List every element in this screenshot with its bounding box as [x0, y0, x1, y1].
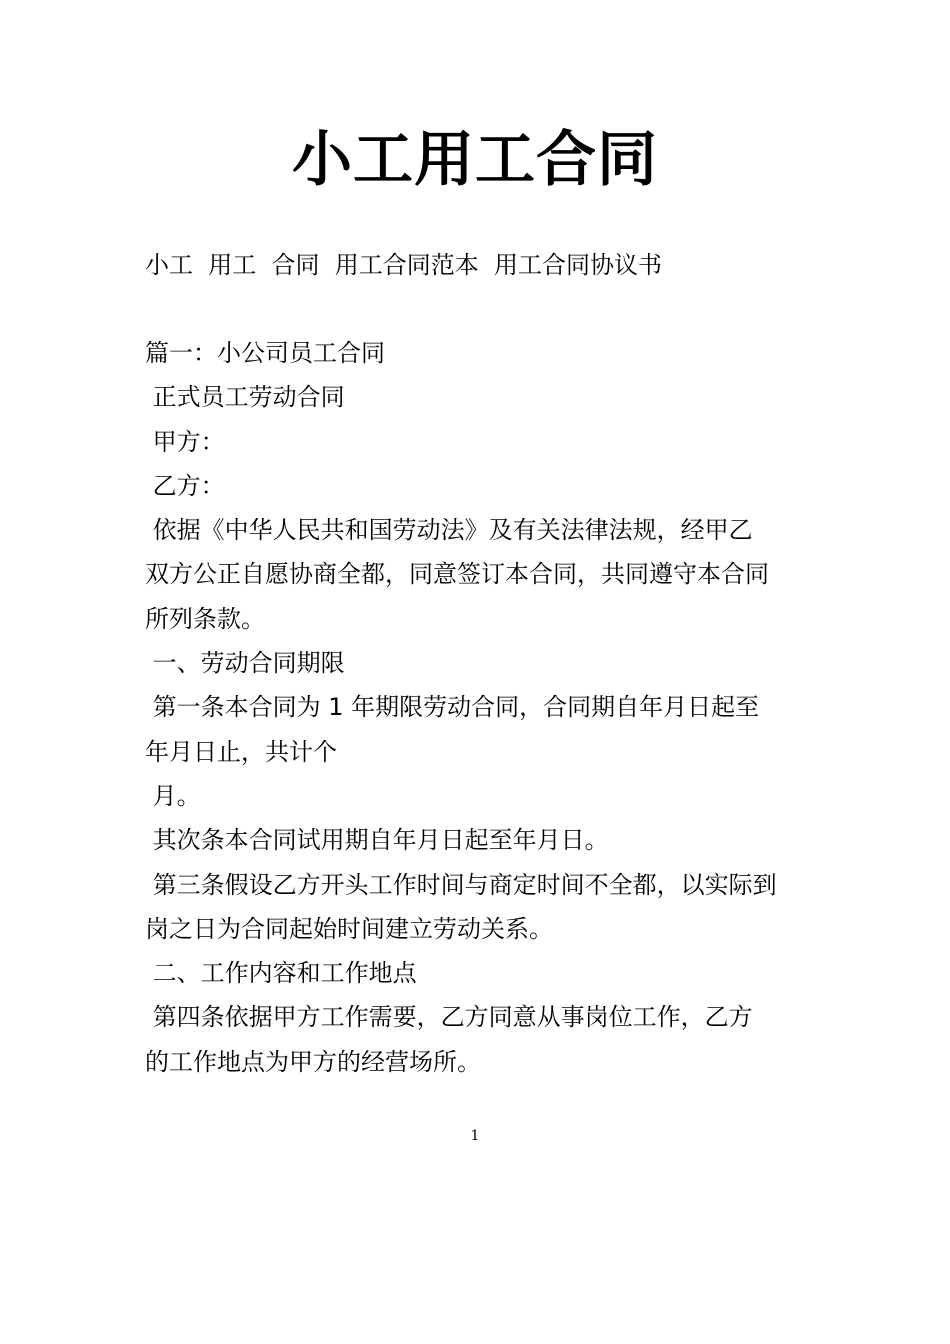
- body-line: 其次条本合同试用期自年月日起至年月日。: [145, 826, 609, 855]
- body-line: 所列条款。: [145, 604, 265, 633]
- body-line: 乙方：: [145, 471, 225, 500]
- section-heading: 一、劳动合同期限: [145, 649, 345, 678]
- contract-body: [145, 336, 815, 1089]
- body-line: 双方公正自愿协商全都，同意签订本合同，共同遵守本合同: [145, 560, 769, 589]
- body-line: 第一条本合同为 1 年期限劳动合同，合同期自年月日起至: [145, 693, 760, 722]
- body-line: 篇一：小公司员工合同: [145, 339, 385, 367]
- document-title: 小工用工合同: [292, 125, 658, 195]
- body-line: 岗之日为合同起始时间建立劳动关系。: [145, 914, 553, 943]
- body-line: 正式员工劳动合同: [145, 383, 345, 412]
- body-line: 第三条假设乙方开头工作时间与商定时间不全都，以实际到: [145, 870, 777, 899]
- body-line: 第四条依据甲方工作需要，乙方同意从事岗位工作，乙方: [145, 1003, 753, 1032]
- page-number: 1: [470, 1128, 480, 1144]
- keywords-line: 小工 用工 合同 用工合同范本 用工合同协议书: [145, 251, 663, 279]
- body-line: 年月日止，共计个: [145, 737, 337, 766]
- body-line: 甲方：: [145, 427, 225, 456]
- body-line: 依据《中华人民共和国劳动法》及有关法律法规，经甲乙: [145, 516, 753, 545]
- body-line: 月。: [145, 781, 201, 810]
- body-line: 的工作地点为甲方的经营场所。: [145, 1047, 481, 1076]
- section-heading: 二、工作内容和工作地点: [145, 959, 417, 988]
